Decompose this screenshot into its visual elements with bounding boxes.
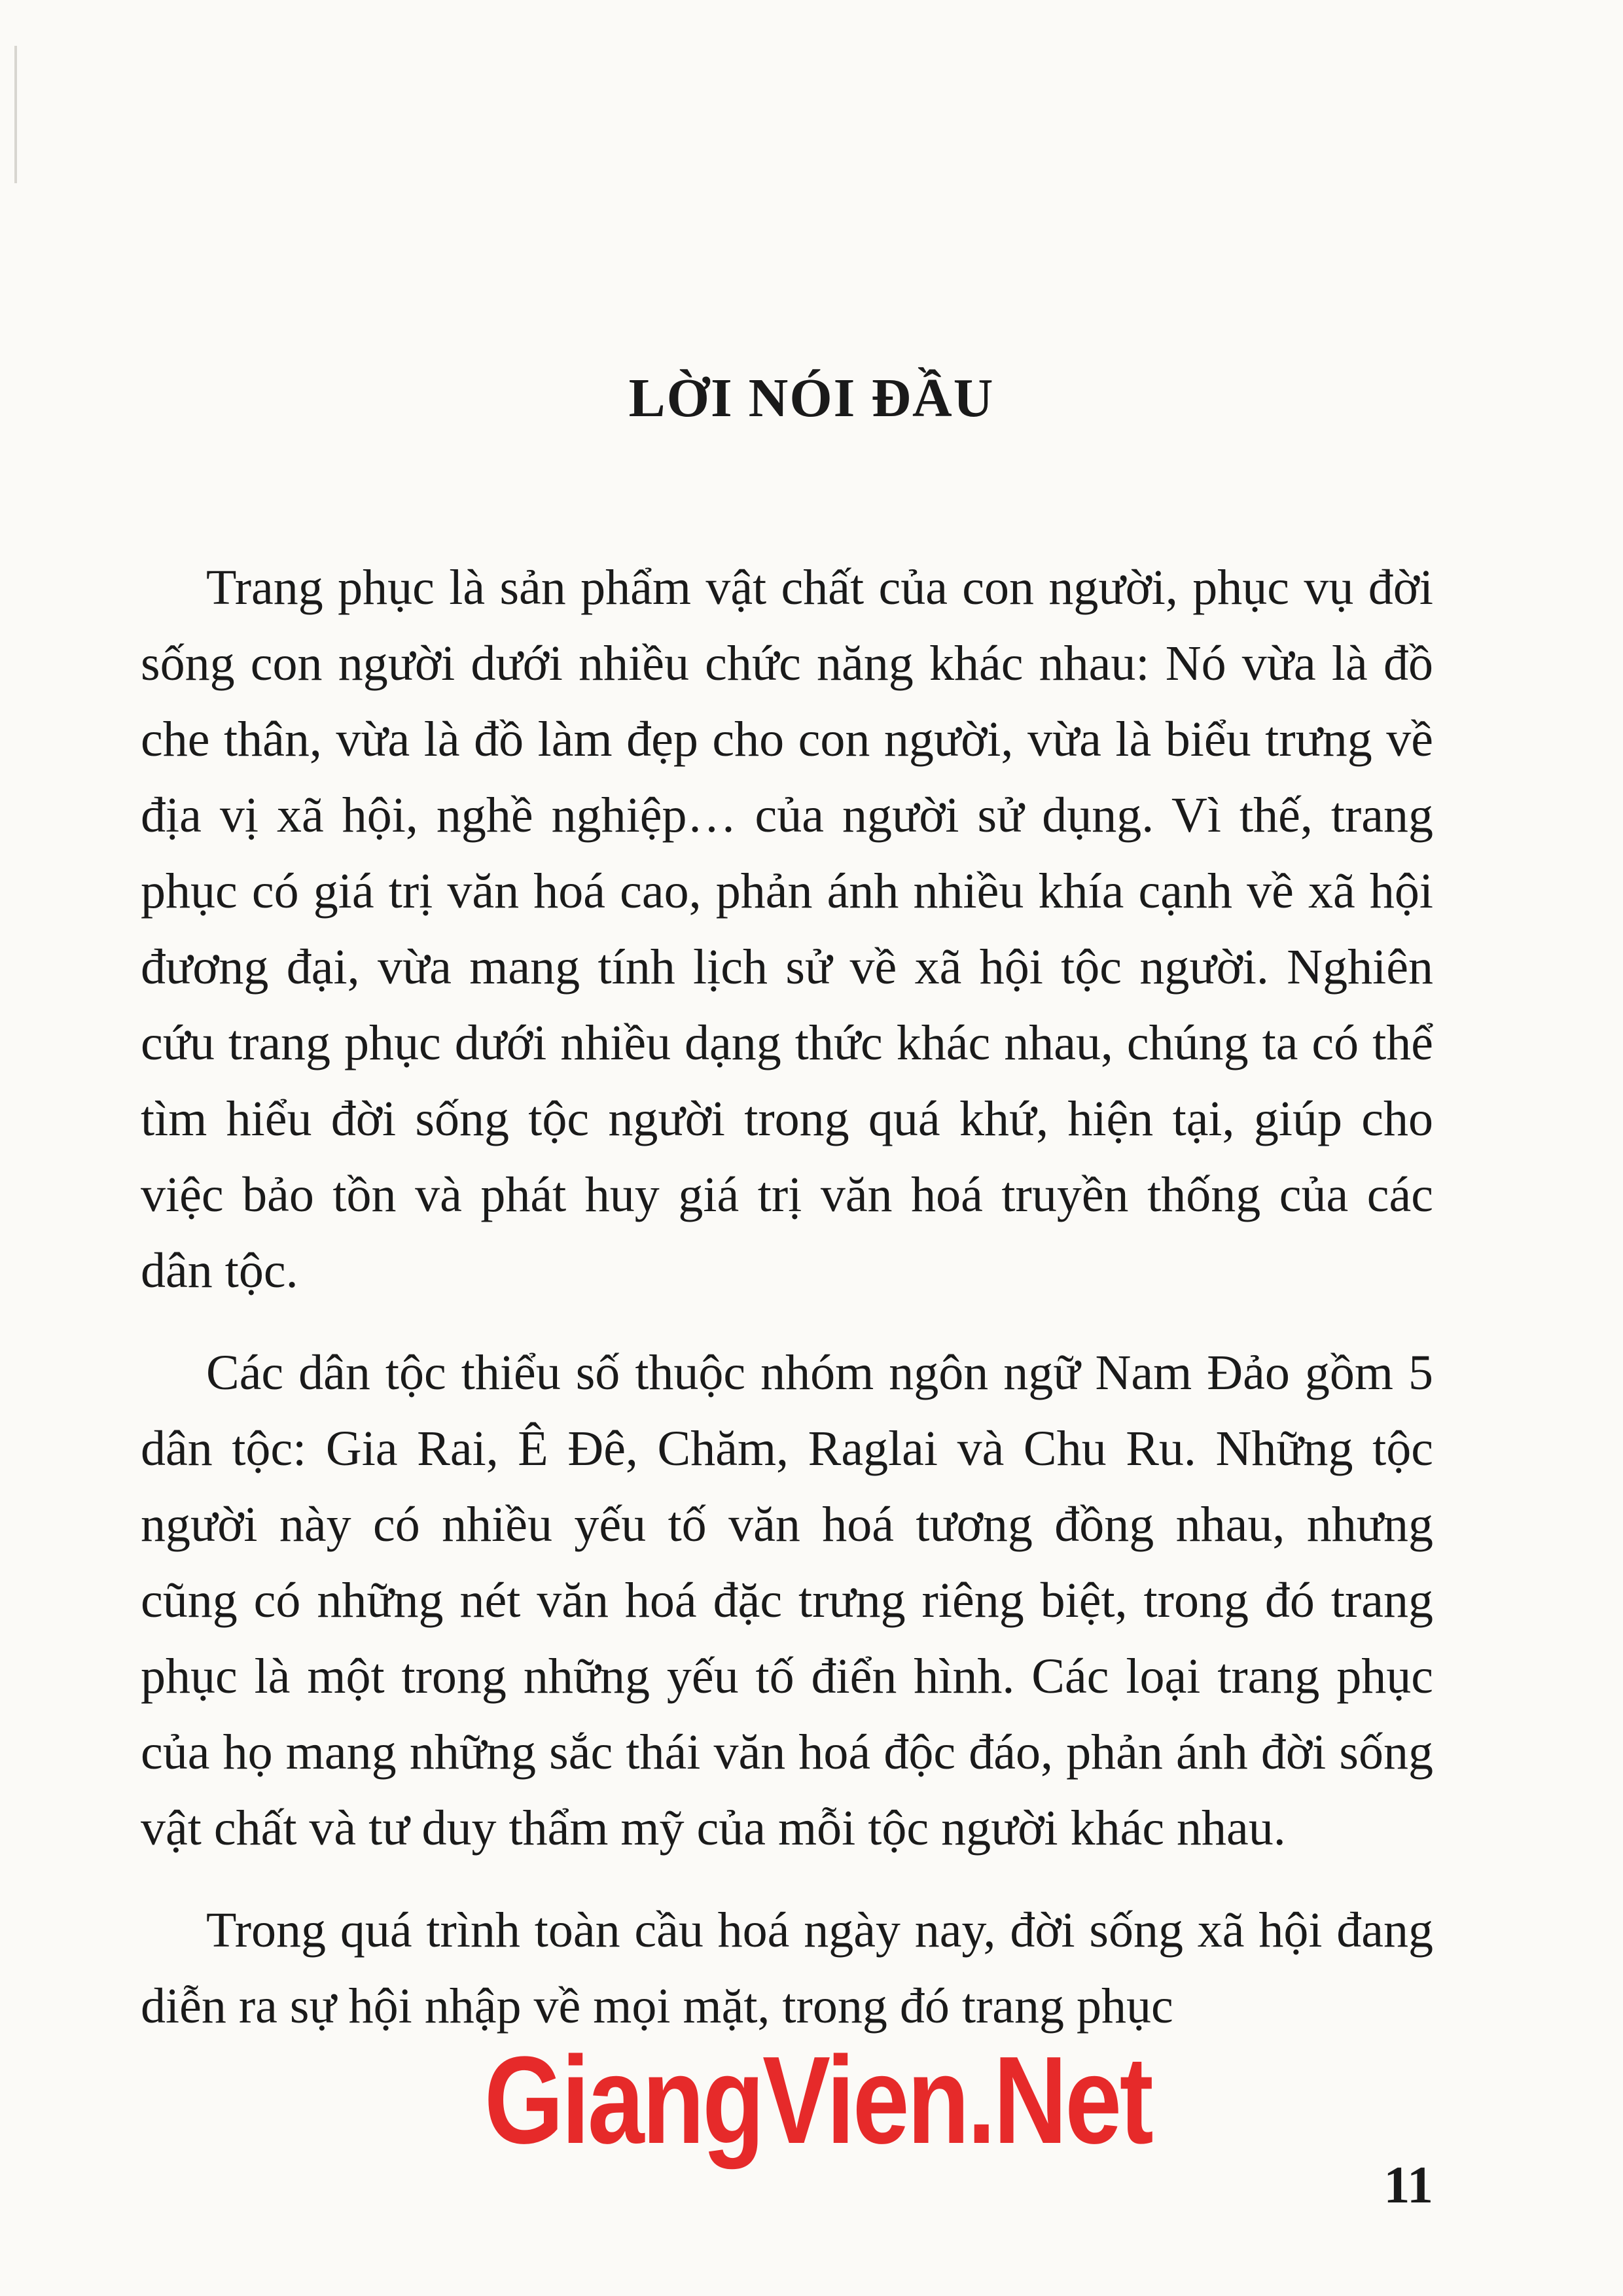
page-edge-shadow [14,46,17,183]
page-title: LỜI NÓI ĐẦU [628,368,995,429]
paragraph-2: Các dân tộc thiểu số thuộc nhóm ngôn ngữ Nam Đảo gồm 5 dân tộc: Gia Rai, Ê Đê, Chăm, Raglai và Chu Ru. Những tộc người này có nhiều yếu tố văn hoá tương đồng nhau, nhưng cũng có những nét văn hoá đặc trưng riêng biệt, trong đó trang phục là một trong những yếu tố điển hình. Các loại trang phục của họ mang những sắc thái văn hoá độc đáo, phản ánh đời sống vật chất và tư duy thẩm mỹ của mỗi tộc người khác nhau. [141,1345,1433,1856]
page-number: 11 [1383,2157,1433,2214]
paragraph-1: Trang phục là sản phẩm vật chất của con người, phục vụ đời sống con người dưới nhiều chức năng khác nhau: Nó vừa là đồ che thân, vừa là đồ làm đẹp cho con người, vừa là biểu trưng về địa vị xã hội, nghề nghiệp… của người sử dụng. Vì thế, trang phục có giá trị văn hoá cao, phản ánh nhiều khía cạnh về xã hội đương đại, vừa mang tính lịch sử về xã hội tộc người. Nghiên cứu trang phục dưới nhiều dạng thức khác nhau, chúng ta có thể tìm hiểu đời sống tộc người trong quá khứ, hiện tại, giúp cho việc bảo tồn và phát huy giá trị văn hoá truyền thống của các dân tộc. [141,560,1433,1298]
body-text [141,550,1433,2070]
paragraph-3: Trong quá trình toàn cầu hoá ngày nay, đời sống xã hội đang diễn ra sự hội nhập về mọi mặt, trong đó trang phục [141,1903,1433,2034]
watermark-logo: GiangVien.Net [484,2031,1152,2170]
